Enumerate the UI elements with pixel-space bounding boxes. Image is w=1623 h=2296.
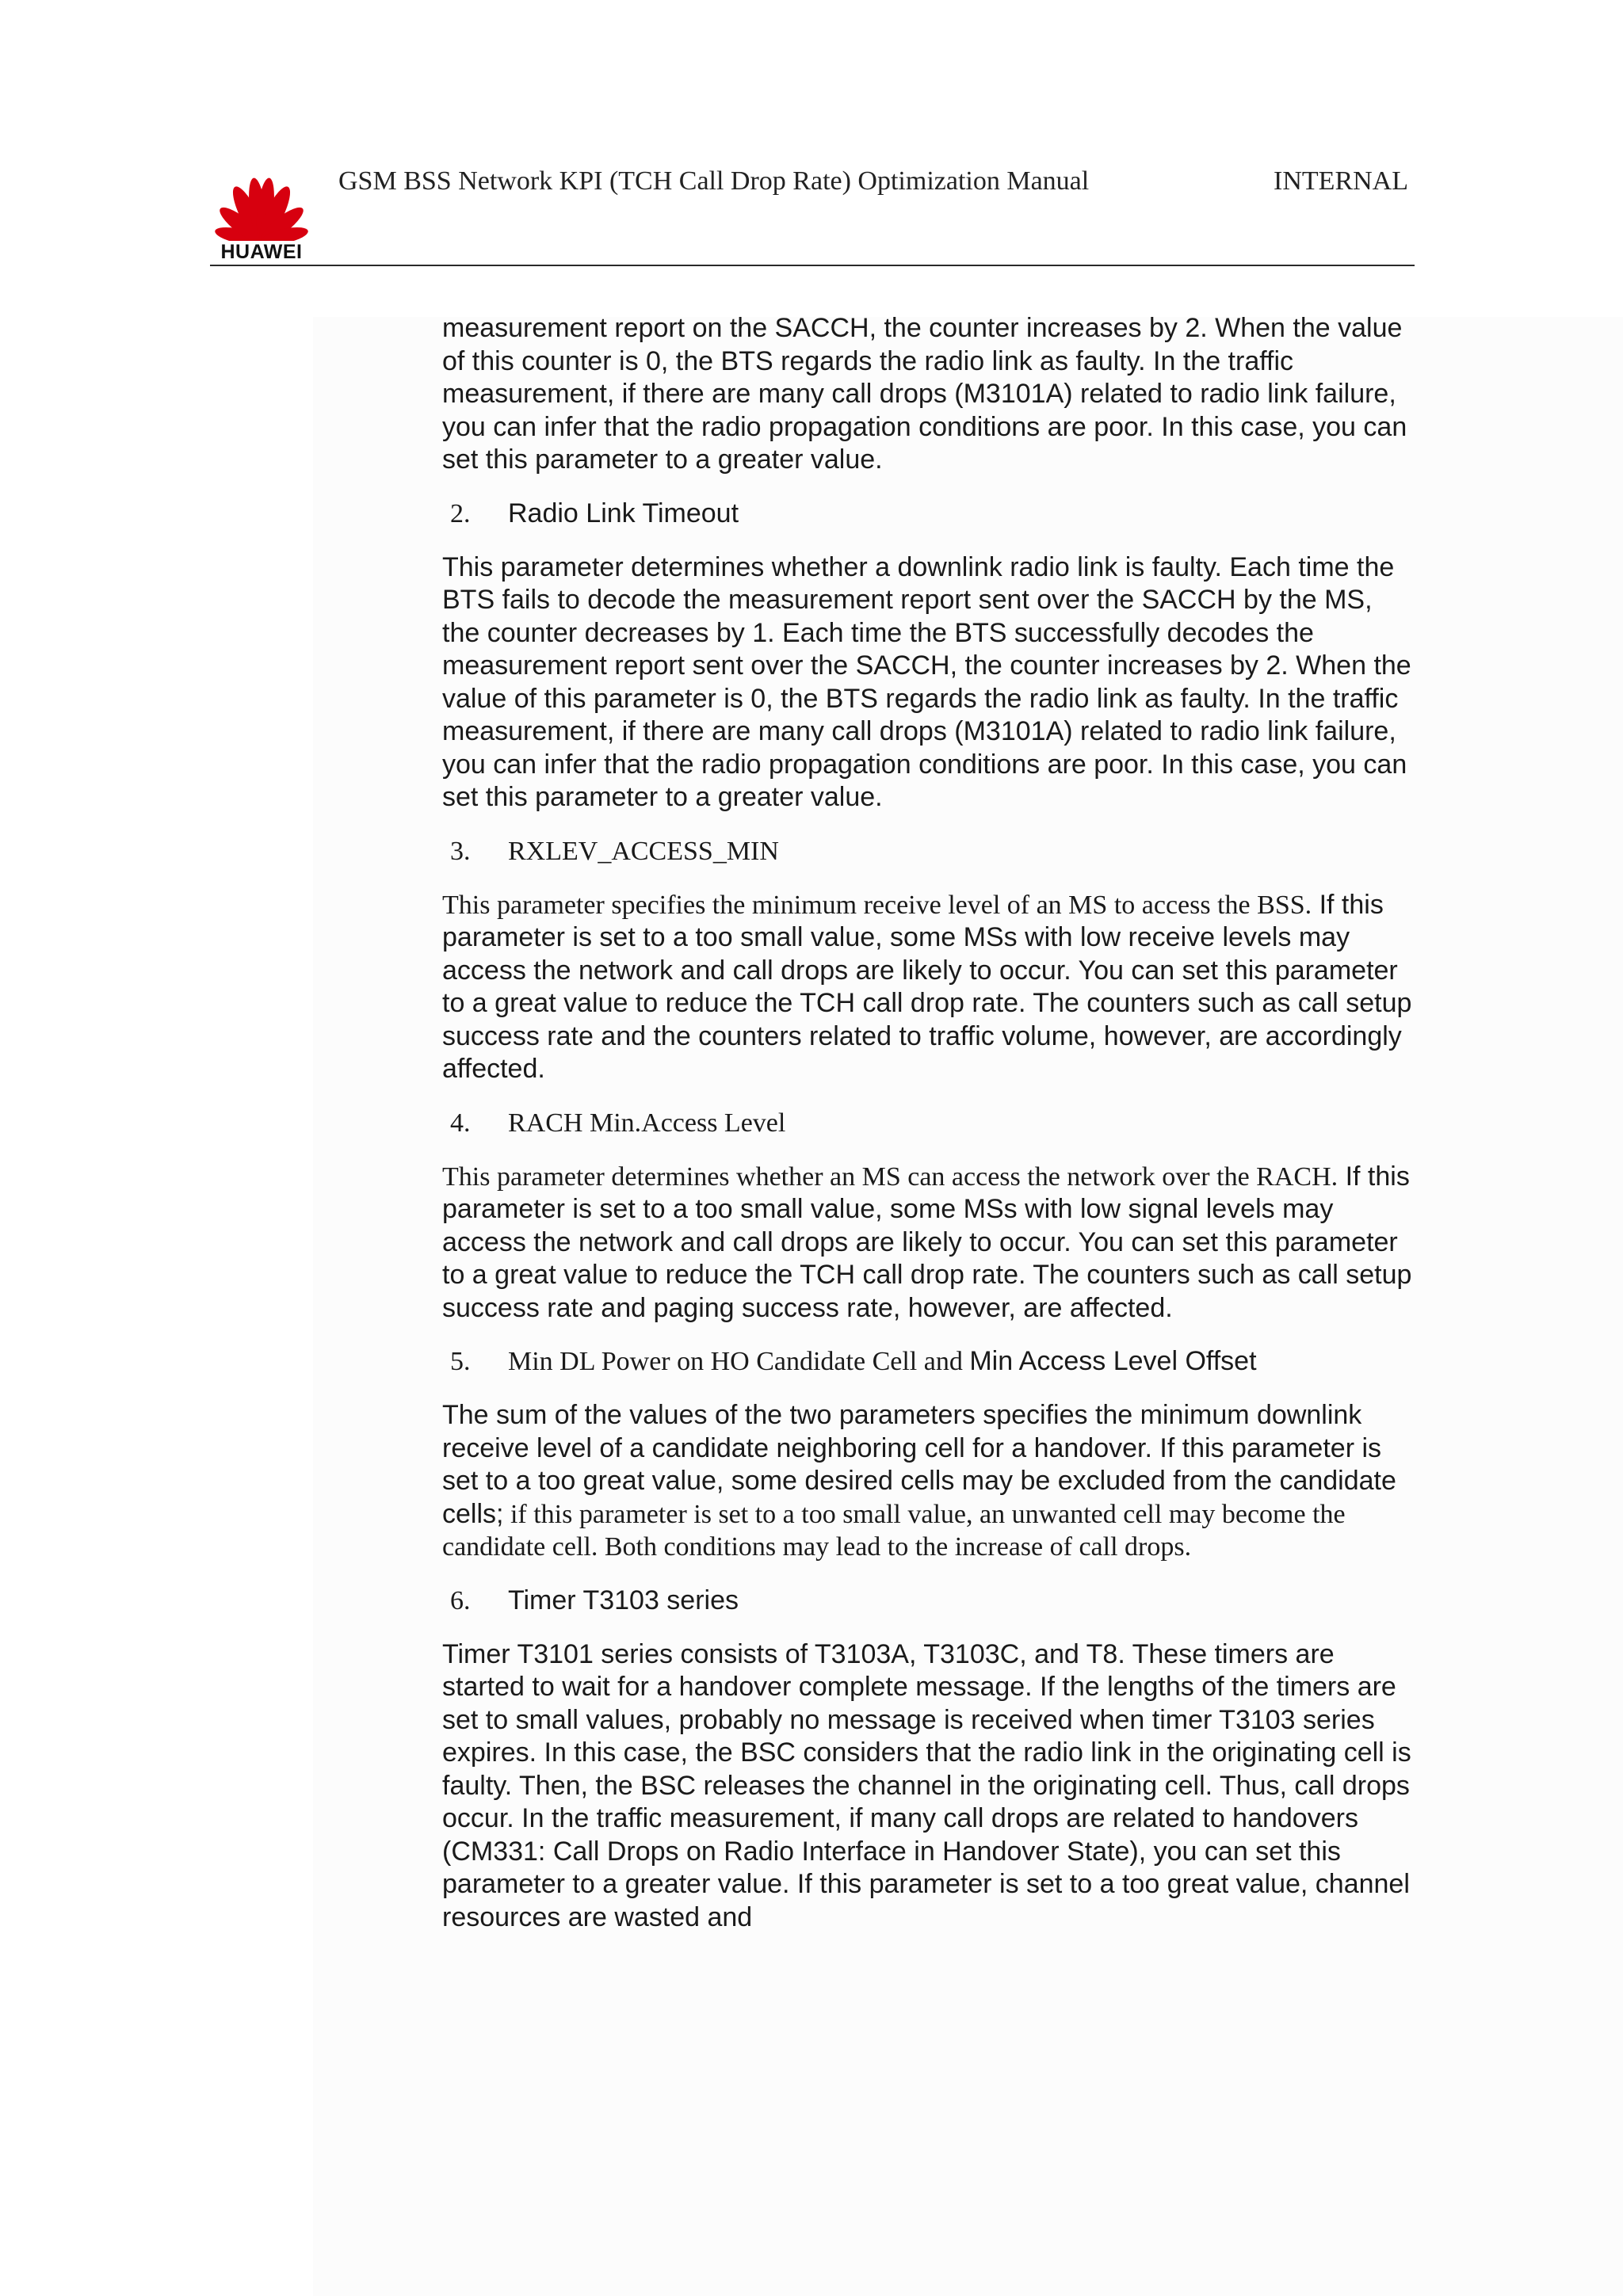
list-item-5 [442,1345,1417,1378]
paragraph-continued: measurement report on the SACCH, the counter increases by 2. When the value of this counter is 0, the BTS regards the radio link as faulty. In the traffic measurement, if there are many call drops (M3101A) related to radio link failure, you can infer that the radio propagation conditions are poor. In this case, you can set this parameter to a greater value. [442,313,1407,475]
paragraph-timer-t3103: Timer T3101 series consists of T3103A, T3103C, and T8. These timers are started to wait for a handover complete message. If the lengths of the timers are set to small values, probably no message is received when timer T3103 series expires. In this case, the BSC considers that the radio link in the originating cell is faulty. Then, the BSC releases the channel in the originating cell. Thus, call drops occur. In the traffic measurement, if many call drops are related to handovers (CM331: Call Drops on Radio Interface in Handover State), you can set this parameter to a greater value. If this parameter is set to a too great value, channel resources are wasted and [442,1638,1411,1932]
paragraph-lead: This parameter specifies the minimum receive level of an MS to access the BSS. [442,890,1312,920]
paragraph-lead: This parameter determines whether an MS can access the network over the RACH. [442,1161,1338,1192]
list-number: 4. [450,1108,471,1138]
logo-wordmark: HUAWEI [220,241,303,263]
title-part-serif: Min DL Power on HO Candidate Cell and [508,1347,970,1376]
paragraph-lead: The sum of the values of the two parameters specifies the minimum downlink receive level of a candidate neighboring cell for a handover. If this parameter is set to a too great value, some desired cells may be excluded from the candidate cells; [442,1400,1396,1529]
document-title: GSM BSS Network KPI (TCH Call Drop Rate) Optimization Manual [338,166,1090,196]
list-item-title: RXLEV_ACCESS_MIN [508,836,779,866]
classification-label: INTERNAL [1274,166,1408,196]
page-header [210,158,1415,266]
title-part-sans: Min Access Level Offset [969,1346,1257,1376]
paragraph-radio-link-timeout: This parameter determines whether a downlink radio link is faulty. Each time the BTS fails to decode the measurement report sent over the SACCH by the MS, the counter decreases by 1. Each time the BTS successfully decodes the measurement report sent over the SACCH, the counter increases by 2. When the value of this parameter is 0, the BTS regards the radio link as faulty. In the traffic measurement, if there are many call drops (M3101A) related to radio link failure, you can infer that the radio propagation conditions are poor. In this case, you can set this parameter to a greater value. [442,551,1411,812]
huawei-logo [210,165,313,266]
list-number: 6. [450,1585,471,1615]
huawei-petals-icon [215,165,308,241]
list-item-6 [442,1585,1417,1617]
paragraph-rest: if this parameter is set to a too small value, an unwanted cell may become the candidate cell. Both conditions may lead to the increase of call drops. [442,1499,1346,1562]
list-item-title [508,1345,1257,1378]
list-item-3 [442,835,1417,868]
list-item-title: Timer T3103 series [508,1585,739,1615]
paragraph-min-dl-power [442,1399,1417,1564]
paragraph-rach-min-access-level [442,1161,1417,1325]
list-number: 3. [450,836,471,866]
header-divider [210,265,1415,266]
list-number: 5. [450,1347,471,1376]
paragraph-rest: If this parameter is set to a too small value, some MSs with low receive levels may access the network and call drops are likely to occur. You can set this parameter to a great value to reduce the TCH call drop rate. The counters such as call setup success rate and the counters related to traffic volume, however, are accordingly affected. [442,889,1412,1084]
document-body [442,312,1417,1934]
list-item-title: Radio Link Timeout [508,498,739,528]
paragraph-rxlev-access-min [442,889,1417,1086]
list-number: 2. [450,498,471,528]
list-item-title: RACH Min.Access Level [508,1108,786,1138]
paragraph-rest: If this parameter is set to a too small value, some MSs with low signal levels may access the network and call drops are likely to occur. You can set this parameter to a great value to reduce the TCH call drop rate. The counters such as call setup success rate and paging success rate, however, are affected. [442,1161,1412,1323]
list-item-2 [442,498,1417,530]
list-item-4 [442,1107,1417,1139]
